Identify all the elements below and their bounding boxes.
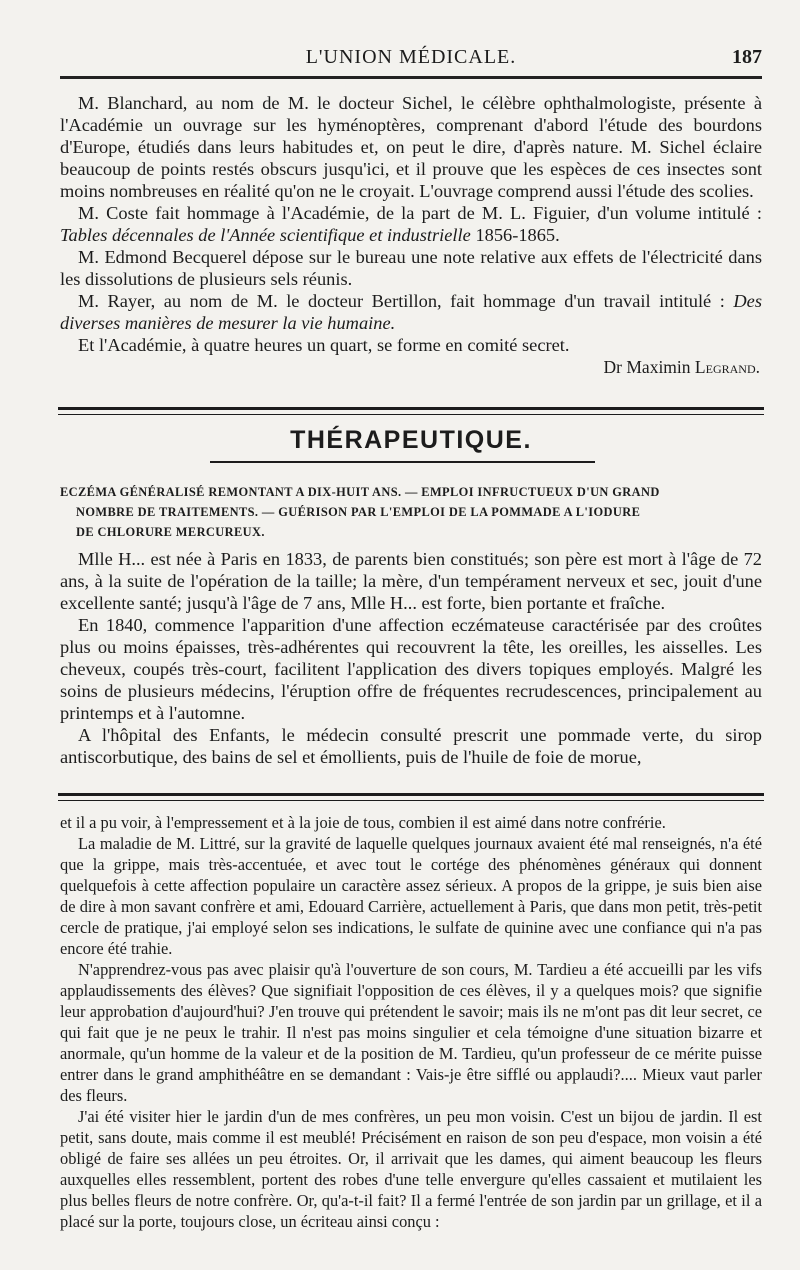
- section-title-underline: [210, 461, 595, 463]
- feuilleton-paragraph-4: J'ai été visiter hier le jardin d'un de mes confrères, un peu mon voisin. C'est un bijou de jardin. Il est petit, sans doute, mais comme il est meublé! Précisément en raison de son peu d'espace, mon voisin a été obligé de faire ses allées un peu étroites. Or, il arrivait que les dames, qui aiment beaucoup les fleurs auxquelles elles ressemblent, portent des robes d'une telle envergure qu'elles cassaient et mutilaient les plus belles fleurs de notre confrère. Or, qu'a-t-il fait? Il a fermé l'entrée de son jardin par un grillage, et il a placé sur la porte, toujours close, un écriteau ainsi conçu :: [60, 1107, 762, 1231]
- section-rule-thin: [58, 414, 764, 415]
- feuilleton-rule-thick: [58, 793, 764, 796]
- feuilleton-paragraph-3: N'apprendrez-vous pas avec plaisir qu'à l'ouverture de son cours, M. Tardieu a été accueilli par les vifs applaudissements des élèves? Que signifiait l'opposition de ces élèves, il y a quelques mois? que signifie leur approbation d'aujourd'hui? J'en trouve qui prétendent le savoir; mais ils ne m'ont pas dit leur secret, ce qui fait que je ne peux le trahir. Il n'est pas moins singulier et cela témoigne d'une situation bizarre et anormale, qu'un homme de la valeur et de la position de M. Tardieu, qu'un professeur de ce mérite puisse entrer dans le grand amphithéâtre en se demandant : Vais-je être sifflé ou applaudi?.... Mieux vaut parler des fleurs.: [60, 960, 762, 1105]
- feuilleton: [60, 812, 762, 1232]
- blanchard-paragraph: M. Blanchard, au nom de M. le docteur Sichel, le célèbre ophthalmologiste, présente à l'Académie un ouvrage sur les hyménoptères, comprenant d'abord l'étude des bourdons d'Europe, étudiés dans leurs habitudes et, on peut le dire, d'après nature. M. Sichel éclaire beaucoup de points restés obscurs jusqu'ici, et il prouve que les espèces de ces insectes sont moins nombreuses en réalité qu'on ne le croyait. L'ouvrage comprend aussi l'étude des scolies.: [60, 93, 762, 201]
- case-heading-line-2: NOMBRE DE TRAITEMENTS. — GUÉRISON PAR L'EMPLOI DE LA POMMADE A L'IODURE: [76, 505, 641, 519]
- rayer-paragraph: [60, 290, 762, 334]
- feuilleton-paragraph-1: et il a pu voir, à l'empressement et à la joie de tous, combien il est aimé dans notre confrérie.: [60, 813, 666, 832]
- figuier-title: Tables décennales de l'Année scientifique et industrielle: [60, 225, 471, 245]
- page-number: 187: [732, 46, 762, 68]
- case-heading-line-1: ECZÉMA GÉNÉRALISÉ REMONTANT A DIX-HUIT ANS. — EMPLOI INFRUCTUEUX D'UN GRAND: [60, 485, 660, 499]
- section-rule-thick: [58, 407, 764, 410]
- academy-report: [60, 92, 762, 378]
- case-heading: [60, 482, 762, 542]
- becquerel-paragraph: M. Edmond Becquerel dépose sur le bureau une note relative aux effets de l'électricité dans les dissolutions de plusieurs sels réunis.: [60, 247, 762, 289]
- feuilleton-rule-thin: [58, 800, 764, 801]
- case-heading-line-3: DE CHLORURE MERCUREUX.: [76, 525, 265, 539]
- signature-prefix: Dr Maximin: [603, 357, 691, 377]
- therapeutics-body: [60, 548, 762, 768]
- signature-name: Legrand.: [694, 357, 760, 377]
- case-paragraph-2: En 1840, commence l'apparition d'une affection eczémateuse caractérisée par des croûtes plus ou moins épaisses, très-adhérentes qui recouvrent la tête, les oreilles, les aisselles. Les cheveux, coupés très-court, facilitent l'application des divers topiques employés. Malgré les soins de plusieurs médecins, l'éruption offre de fréquentes recrudescences, principalement au printemps et à l'automne.: [60, 615, 762, 723]
- rayer-intro: M. Rayer, au nom de M. le docteur Bertillon, fait hommage d'un travail intitulé :: [78, 291, 725, 311]
- signature: [60, 356, 762, 378]
- running-head: [60, 46, 762, 70]
- section-title: THÉRAPEUTIQUE.: [290, 426, 532, 454]
- figuier-years: 1856-1865.: [475, 225, 560, 245]
- figuier-intro: M. Coste fait hommage à l'Académie, de la part de M. L. Figuier, d'un volume intitulé :: [78, 203, 762, 223]
- journal-title: L'UNION MÉDICALE.: [305, 46, 517, 68]
- case-paragraph-3: A l'hôpital des Enfants, le médecin consulté prescrit une pommade verte, du sirop antiscorbutique, des bains de sel et émollients, puis de l'huile de foie de morue,: [60, 725, 762, 767]
- feuilleton-paragraph-2: La maladie de M. Littré, sur la gravité de laquelle quelques journaux avaient été mal renseignés, n'a été que la grippe, mais très-accentuée, et avec tout le cortége des phénomènes généraux qui donnent quelquefois à cette affection populaire un caractère assez sérieux. A propos de la grippe, je suis bien aise de dire à mon savant confrère et ami, Edouard Carrière, actuellement à Paris, que dans mon petit, très-petit cercle de pratique, j'ai employé selon ses indications, le sulfate de quinine avec une confiance qui n'a pas encore été trahie.: [60, 834, 762, 958]
- rayer-title: Des diverses manières de mesurer la vie humaine.: [60, 291, 762, 333]
- header-rule: [60, 76, 762, 79]
- case-paragraph-1: Mlle H... est née à Paris en 1833, de parents bien constitués; son père est mort à l'âge de 72 ans, à la suite de l'opération de la taille; la mère, d'un tempérament nerveux et sec, jouit d'une excellente santé; jusqu'à l'âge de 7 ans, Mlle H... est forte, bien portante et fraîche.: [60, 549, 762, 613]
- figuier-paragraph: [60, 202, 762, 246]
- closing-paragraph: Et l'Académie, à quatre heures un quart, se forme en comité secret.: [78, 335, 570, 355]
